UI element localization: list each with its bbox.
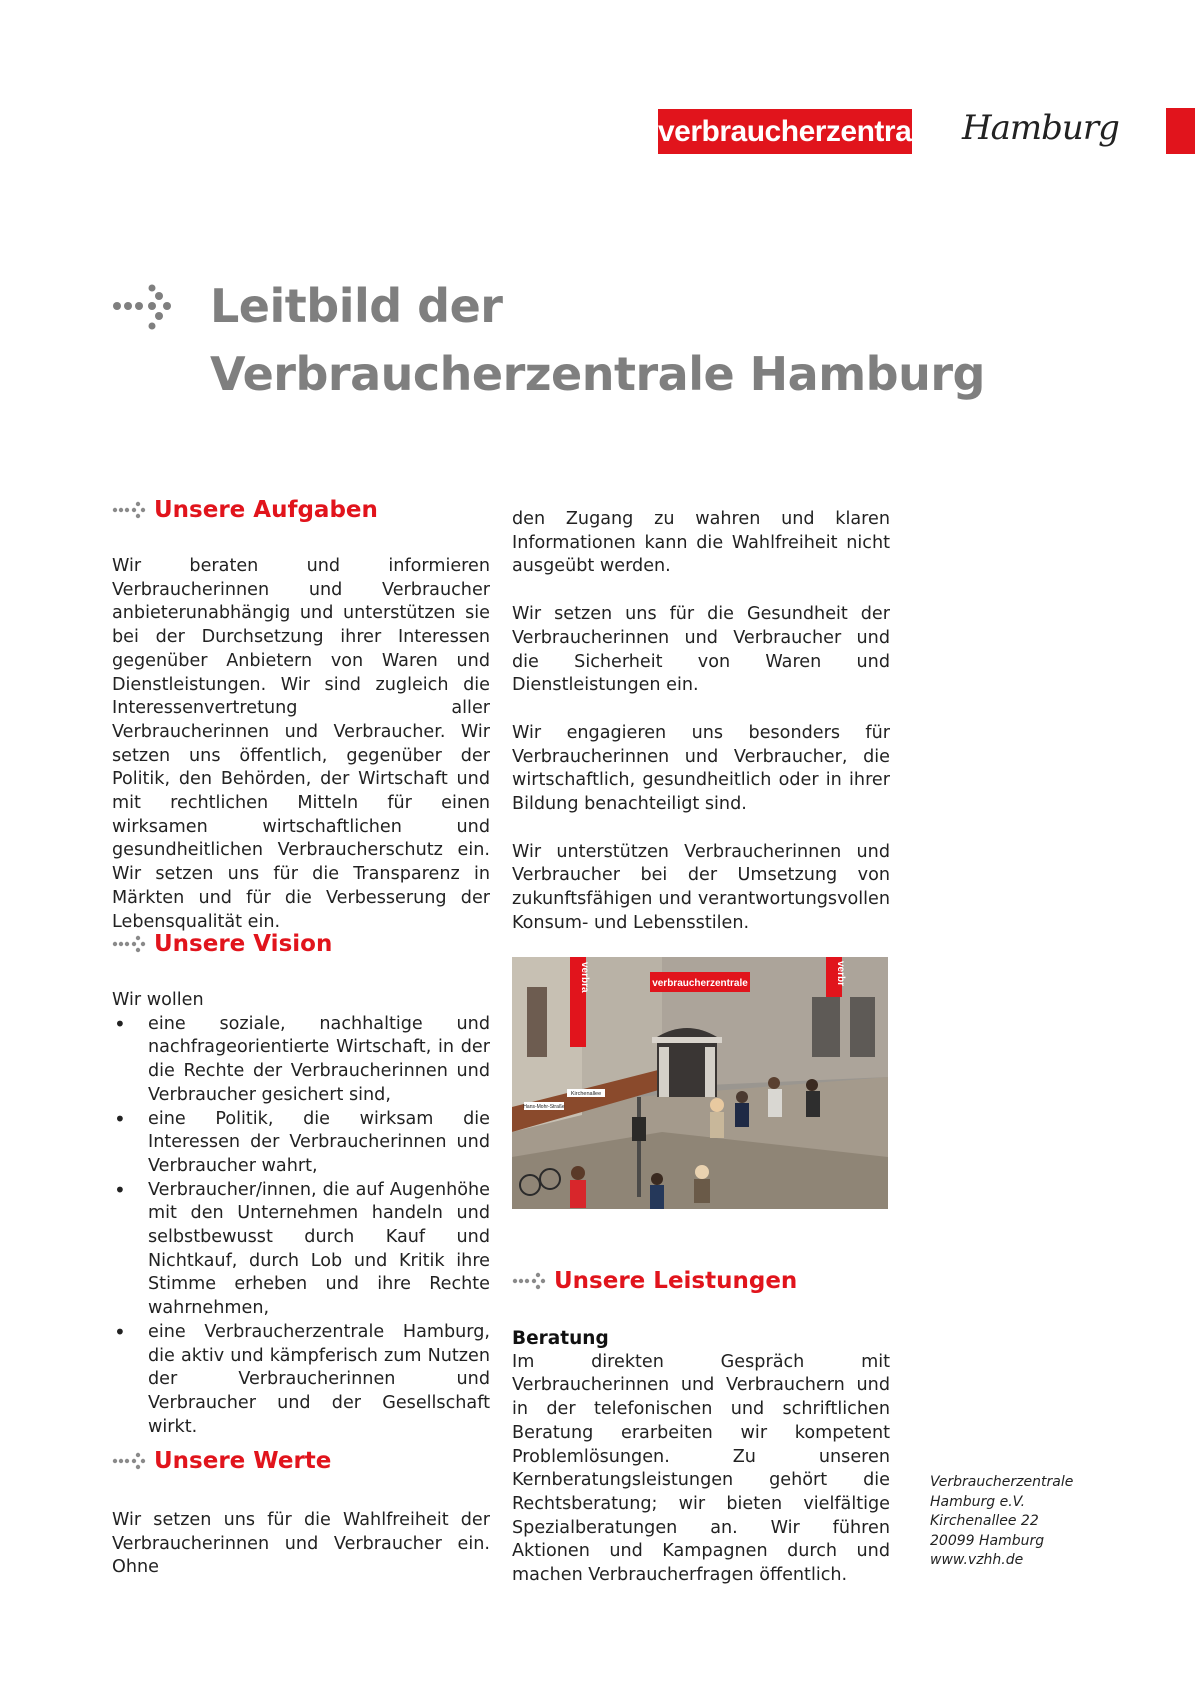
list-item: • eine soziale, nachhaltige und nachfrageorientierte Wirtschaft, in der die Rechte der Verbraucherinnen und Verbraucher gesichert sind,: [112, 1013, 490, 1108]
vision-column: [112, 989, 490, 1439]
vision-intro: Wir wollen: [112, 990, 204, 1010]
leistungen-column: [512, 1327, 890, 1588]
heading-leistungen: [512, 1268, 797, 1294]
gesundheit-text: Wir setzen uns für die Gesundheit der Verbraucherinnen und Verbraucher und die Sicherheit von Waren und Dienstleistungen ein.: [512, 604, 890, 696]
office-photo-illustration: [512, 957, 888, 1209]
beratung-text: Im direkten Gespräch mit Verbraucherinnen und Verbrauchern und in der telefonischen und schriftlichen Beratung erarbeiten wir kompetent Problemlösungen. Zu unseren Kernberatungsleistungen gehört die Rechtsberatung; wir bieten vielfältige Spezialberatungen an. Wir führen Aktionen und Kampagnen durch und machen Verbraucherfragen öffentlich.: [512, 1351, 890, 1586]
heading-werte-text: Unsere Werte: [154, 1448, 332, 1474]
heading-werte: [112, 1448, 331, 1474]
aufgaben-text: Wir beraten und informieren Verbraucherinnen und Verbraucher anbieterunabhängig und unterstützen sie bei der Durchsetzung ihrer Interessen gegenüber Anbietern von Waren und Dienstleistungen. Wir sind zugleich die Interessenvertretung aller Verbraucherinnen und Verbraucher. Wir setzen uns öffentlich, gegenüber der Politik, den Behörden, der Wirtschaft und mit rechtlichen Mitteln für einen wirksamen wirtschaftlichen und gesundheitlichen Verbraucherschutz ein. Wir setzen uns für die Transparenz in Märkten und für die Verbesserung der Lebensqualität ein.: [112, 556, 490, 932]
photo-side-sign-left: verbra: [579, 962, 590, 993]
title-arrow-icon: [112, 284, 182, 334]
werte-text: Wir setzen uns für die Wahlfreiheit der Verbraucherinnen und Verbraucher ein. Ohne: [112, 1510, 490, 1578]
photo-street-sign-1: Kirchenallee: [570, 1091, 602, 1097]
address-line-2: Hamburg e.V.: [930, 1493, 1026, 1510]
corner-accent: [1166, 108, 1195, 154]
brand-logo: verbraucherzentrale: [658, 109, 912, 154]
vision-list: [112, 1013, 490, 1440]
photo-side-sign-right: verbr: [835, 961, 846, 987]
section-arrow-icon: [112, 1450, 148, 1472]
aufgaben-column: [112, 555, 490, 934]
nachhaltigkeit-text: Wir unterstützen Verbraucherinnen und Verbraucher bei der Umsetzung von zukunftsfähigen und verantwortungsvollen Konsum- und Lebensstilen.: [512, 841, 890, 933]
section-arrow-icon: [512, 1270, 548, 1292]
beratung-subheading: Beratung: [512, 1328, 609, 1349]
list-item: • eine Verbraucherzentrale Hamburg, die aktiv und kämpferisch zum Nutzen der Verbraucherinnen und Verbraucher und der Gesellschaft wirkt.: [112, 1321, 490, 1440]
address-line-3: Kirchenallee 22: [930, 1513, 1039, 1529]
benachteiligte-text: Wir engagieren uns besonders für Verbraucherinnen und Verbraucher, die wirtschaftlich, gesundheitlich oder in ihrer Bildung benachteiligt sind.: [512, 722, 890, 815]
heading-aufgaben-text: Unsere Aufgaben: [154, 497, 378, 523]
photo-street-sign-2: Hans-Mohr-Straße: [523, 1104, 565, 1110]
heading-leistungen-text: Unsere Leistungen: [554, 1268, 798, 1294]
address-block: [930, 1473, 1073, 1571]
right-column: [512, 508, 890, 936]
office-photo: [512, 957, 888, 1209]
werte-continued-text: den Zugang zu wahren und klaren Informationen kann die Wahlfreiheit nicht ausgeübt werden.: [512, 509, 890, 577]
address-line-4: 20099 Hamburg: [930, 1532, 1045, 1549]
page-title-line-1: Leitbild der: [210, 279, 503, 333]
website-link[interactable]: www.vzhh.de: [930, 1552, 1024, 1568]
werte-column: [112, 1509, 490, 1580]
city-signature: Hamburg: [962, 108, 1119, 148]
list-item: • Verbraucher/innen, die auf Augenhöhe mit den Unternehmen handeln und selbstbewusst durch Kauf und Nichtkauf, durch Lob und Kritik ihre Stimme erheben und ihre Rechte wahrnehmen,: [112, 1179, 490, 1321]
address-line-1: Verbraucherzentrale: [930, 1474, 1074, 1490]
section-arrow-icon: [112, 499, 148, 521]
page-title: [210, 272, 985, 408]
page-title-line-2: Verbraucherzentrale Hamburg: [210, 347, 985, 401]
heading-vision: [112, 931, 332, 957]
photo-sign-text: verbraucherzentrale: [652, 978, 748, 989]
section-arrow-icon: [112, 933, 148, 955]
list-item: • eine Politik, die wirksam die Interessen der Verbraucherinnen und Verbraucher wahrt,: [112, 1108, 490, 1179]
heading-vision-text: Unsere Vision: [154, 931, 333, 957]
heading-aufgaben: [112, 497, 378, 523]
